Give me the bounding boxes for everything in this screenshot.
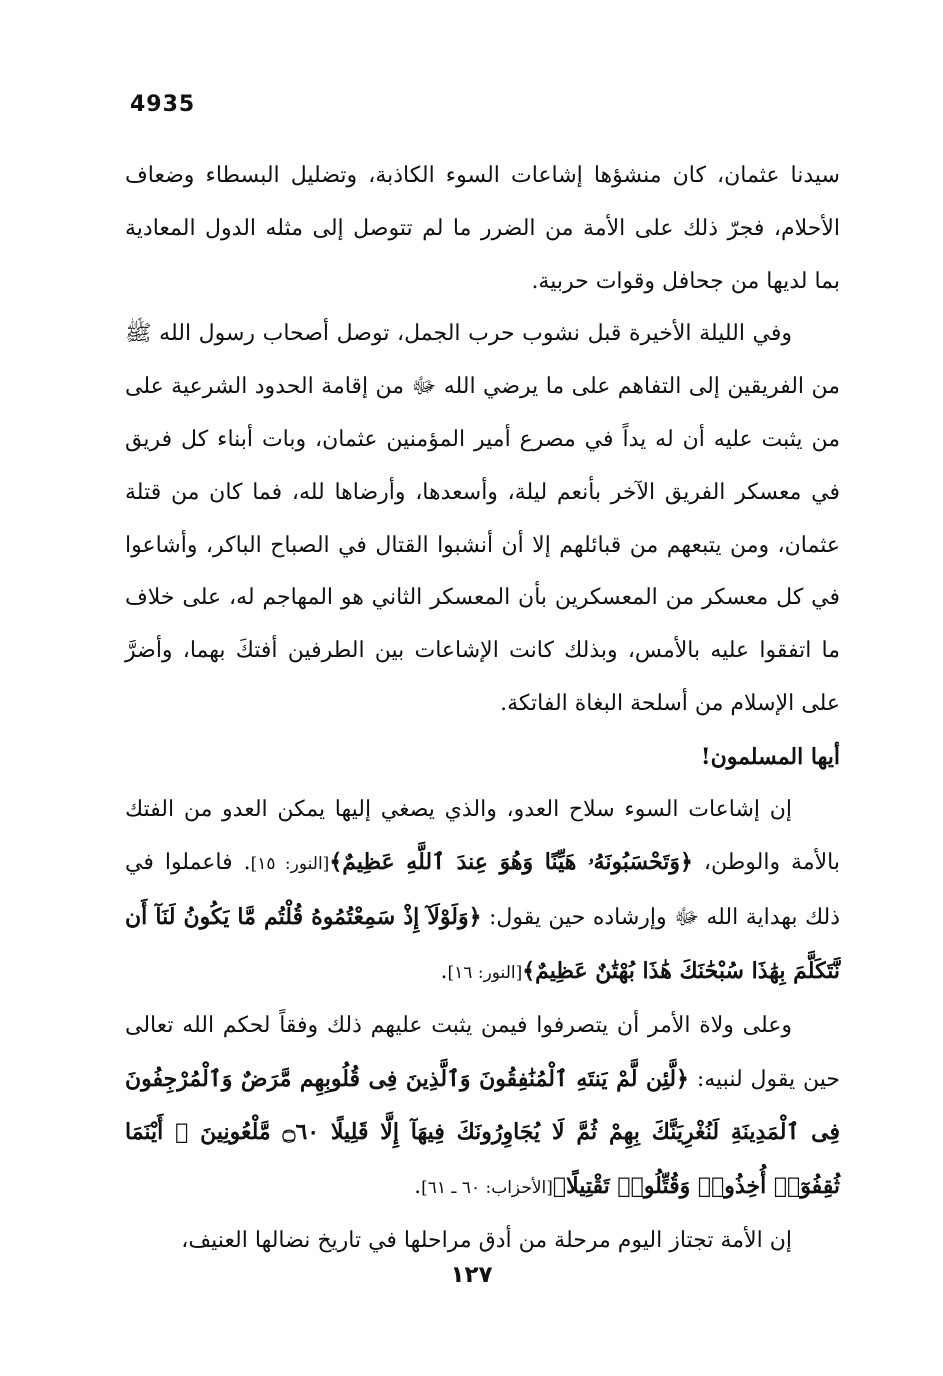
paragraph-4-intro: وعلى ولاة الأمر أن يتصرفوا فيمن يثبت عليهم ذلك وفقاً لحكم الله تعالى حين يقول لنبيه: (125, 1012, 840, 1092)
paragraph-4 (125, 1000, 840, 1215)
section-heading: أيها المسلمون! (700, 743, 840, 770)
paragraph-1: سيدنا عثمان، كان منشؤها إشاعات السوء الكاذبة، وتضليل البسطاء وضعاف الأحلام، فجرّ ذلك على الأمة من الضرر ما لم تتوصل إلى مثله الدول المعادية بما لديها من جحافل وقوات حربية. (125, 163, 840, 294)
paragraph-2: وفي الليلة الأخيرة قبل نشوب حرب الجمل، توصل أصحاب رسول الله ﷺ من الفريقين إلى التفاهم على ما يرضي الله ﷻ من إقامة الحدود الشرعية على من يثبت عليه أن له يداً في مصرع أمير المؤمنين عثمان، وبات أبناء كل فريق في معسكر الفريق الآخر بأنعم ليلة، وأسعدها، وأرضاها لله، فما كان من قتلة عثمان، ومن يتبعهم من قبائلهم إلا أن أنشبوا القتال في الصباح الباكر، وأشاعوا في كل معسكر من المعسكرين بأن المعسكر الثاني هو المهاجم له، على خلاف ما اتفقوا عليه بالأمس، وبذلك كانت الإشاعات بين الطرفين أفتكَ بهما، وأضرَّ على الإسلام من أسلحة البغاة الفاتكة. (125, 321, 840, 716)
paragraph-4-end: . (414, 1174, 422, 1200)
header-page-code: 4935 (130, 92, 196, 117)
paragraph-3 (125, 784, 840, 1000)
body-text (125, 150, 840, 1268)
quran-verse-1: ﴿وَتَحْسَبُونَهُۥ هَيِّنًا وَهُوَ عِندَ ٱللَّهِ عَظِيمٌ﴾ (329, 849, 693, 876)
paragraph-3-end: . (440, 958, 448, 984)
page-number: ١٢٧ (450, 1262, 493, 1288)
quran-verse-3: ﴿لَّئِن لَّمْ يَنتَهِ ٱلْمُنَٰفِقُونَ وَٱلَّذِينَ فِى قُلُوبِهِم مَّرَضٌ وَٱلْمُرْجِفُونَ فِى ٱلْمَدِينَةِ لَنُغْرِيَنَّكَ بِهِمْ ثُمَّ لَا يُجَاوِرُونَكَ فِيهَآ إِلَّا قَلِيلًا ۝٦٠ مَّلْعُونِينَ ۖ أَيْنَمَا ثُقِفُوٓا۟ أُخِذُوا۟ وَقُتِّلُوا۟ تَقْتِيلًا﴾ (125, 1065, 841, 1200)
verse-reference-3: [الأحزاب: ٦٠ ـ ٦١] (421, 1178, 553, 1199)
paragraph-3-middle: . فاعملوا في ذلك بهداية الله ﷻ وإرشاده حين يقول: (125, 850, 841, 931)
verse-reference-2: [النور: ١٦] (447, 962, 523, 983)
quran-verse-2: ﴿وَلَوْلَآ إِذْ سَمِعْتُمُوهُ قُلْتُم مَّا يَكُونُ لَنَآ أَن نَّتَكَلَّمَ بِهَٰذَا سُبْحَٰنَكَ هَٰذَا بُهْتَٰنٌ عَظِيمٌ﴾ (125, 904, 840, 984)
verse-reference-1: [النور: ١٥] (250, 854, 330, 875)
paragraph-5: إن الأمة تجتاز اليوم مرحلة من أدق مراحلها في تاريخ نضالها العنيف، (181, 1227, 792, 1253)
paragraph-3-intro: إن إشاعات السوء سلاح العدو، والذي يصغي إليها يمكن العدو من الفتك بالأمة والوطن، (125, 796, 840, 876)
